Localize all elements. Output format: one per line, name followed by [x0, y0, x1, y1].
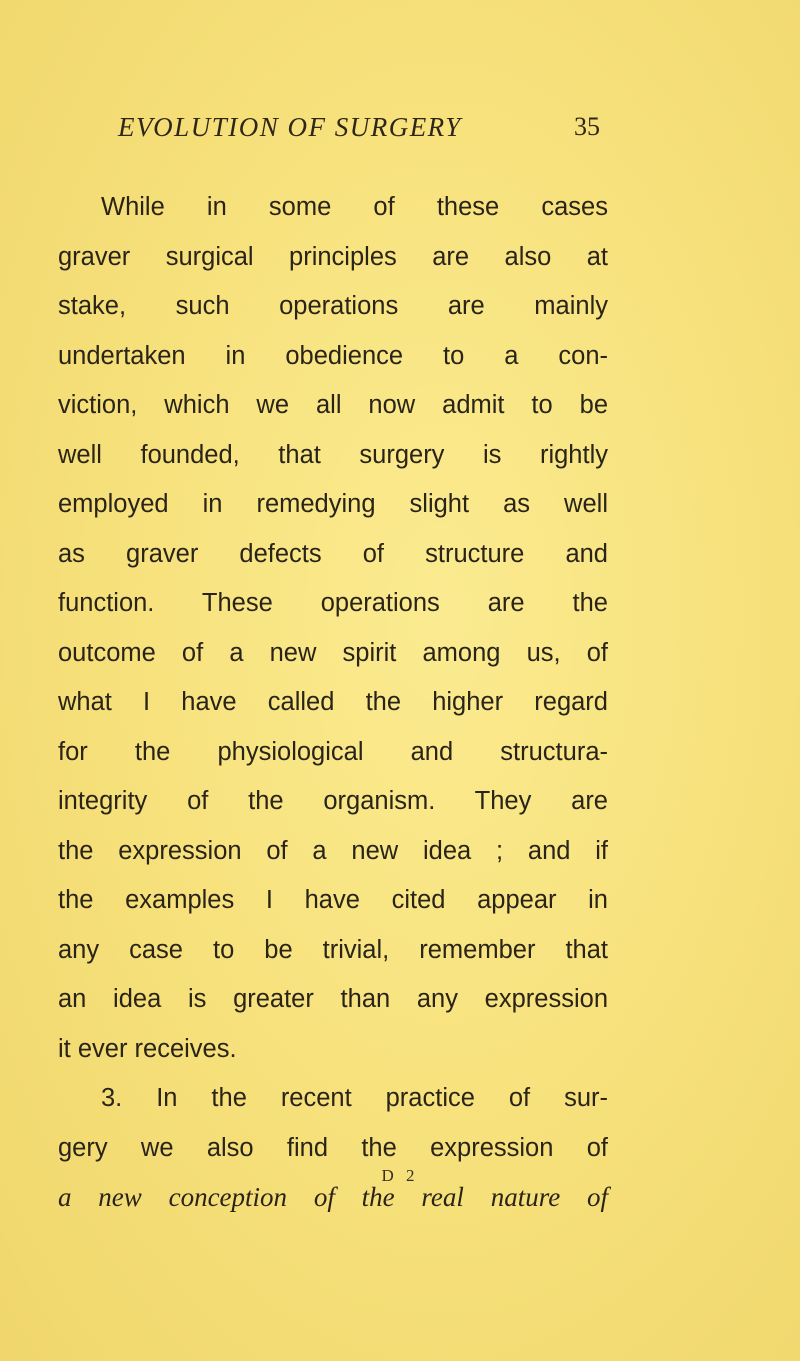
signature-mark: D 2	[381, 1166, 419, 1185]
text-line-italic: a new conception of the real nature of	[58, 1182, 608, 1212]
text-line: for the physiological and structura-	[58, 737, 608, 766]
text-line: viction, which we all now admit to be	[58, 391, 608, 419]
text-line: stake, such operations are mainly	[58, 292, 608, 320]
text-line: well founded, that surgery is rightly	[58, 440, 608, 469]
text-line: outcome of a new spirit among us, of	[58, 638, 608, 667]
running-head	[118, 112, 600, 152]
text-line: as graver defects of structure and	[58, 539, 608, 568]
text-line: While in some of these cases	[101, 193, 608, 221]
text-line: the expression of a new idea ; and if	[58, 836, 608, 865]
text-line: what I have called the higher regard	[58, 688, 608, 716]
text-line: any case to be trivial, remember that	[58, 935, 608, 964]
text-line: gery we also find the expression of	[58, 1133, 608, 1162]
text-line: an idea is greater than any expression	[58, 985, 608, 1013]
text-line: it ever receives.	[58, 1034, 237, 1063]
text-line: the examples I have cited appear in	[58, 886, 608, 914]
running-head-title: EVOLUTION OF SURGERY	[118, 112, 462, 142]
text-line: 3. In the recent practice of sur-	[101, 1084, 608, 1112]
text-line: integrity of the organism. They are	[58, 787, 608, 815]
body-text	[58, 183, 608, 1223]
text-line: employed in remedying slight as well	[58, 490, 608, 518]
text-line: undertaken in obedience to a con-	[58, 341, 608, 370]
text-line: function. These operations are the	[58, 589, 608, 617]
page-number: 35	[574, 112, 600, 141]
text-line: graver surgical principles are also at	[58, 242, 608, 271]
